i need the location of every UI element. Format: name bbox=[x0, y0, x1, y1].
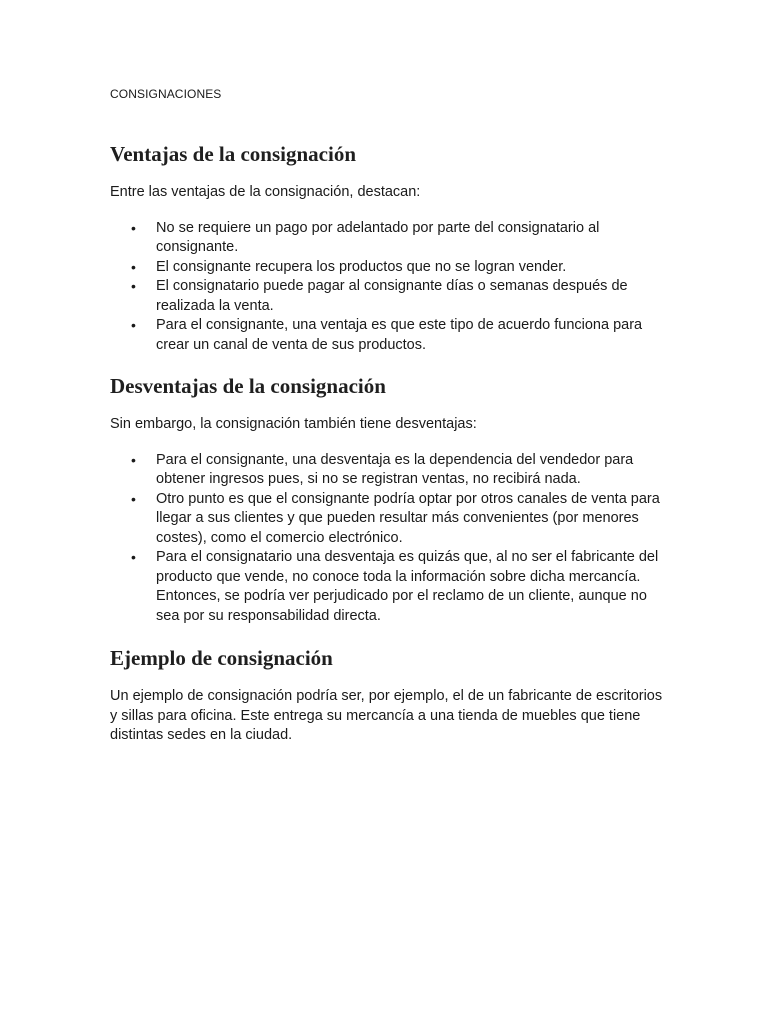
list-item: • El consignatario puede pagar al consignante días o semanas después de realizada la venta. bbox=[110, 277, 670, 316]
disadvantages-list bbox=[110, 451, 670, 627]
section-body: Un ejemplo de consignación podría ser, por ejemplo, el de un fabricante de escritorios y sillas para oficina. Este entrega su mercancía a una tienda de muebles que tiene distintas sedes en la ciudad. bbox=[110, 688, 663, 743]
advantages-list bbox=[110, 219, 670, 356]
list-item: • Para el consignatario una desventaja es quizás que, al no ser el fabricante del producto que vende, no conoce toda la información sobre dicha mercancía. Entonces, se podría ver perjudicado por el reclamo de un cliente, aunque no sea por su responsabilidad directa. bbox=[110, 548, 670, 626]
section-ejemplo bbox=[110, 645, 670, 746]
section-heading: Ejemplo de consignación bbox=[110, 646, 333, 670]
section-desventajas bbox=[110, 373, 670, 626]
list-item: • No se requiere un pago por adelantado por parte del consignatario al consignante. bbox=[110, 219, 670, 258]
section-heading: Ventajas de la consignación bbox=[110, 142, 357, 166]
section-intro: Sin embargo, la consignación también tiene desventajas: bbox=[110, 416, 477, 432]
section-heading: Desventajas de la consignación bbox=[110, 374, 386, 398]
section-intro: Entre las ventajas de la consignación, destacan: bbox=[110, 184, 421, 200]
list-item: • El consignante recupera los productos que no se logran vender. bbox=[110, 258, 670, 278]
document-label: CONSIGNACIONES bbox=[110, 87, 222, 101]
list-item: • Para el consignante, una desventaja es la dependencia del vendedor para obtener ingresos pues, si no se registran ventas, no recibirá nada. bbox=[110, 451, 670, 490]
list-item: • Para el consignante, una ventaja es que este tipo de acuerdo funciona para crear un canal de venta de sus productos. bbox=[110, 316, 670, 355]
section-ventajas bbox=[110, 141, 670, 355]
list-item: • Otro punto es que el consignante podría optar por otros canales de venta para llegar a sus clientes y que pueden resultar más convenientes (por menores costes), como el comercio electrónico. bbox=[110, 490, 670, 549]
